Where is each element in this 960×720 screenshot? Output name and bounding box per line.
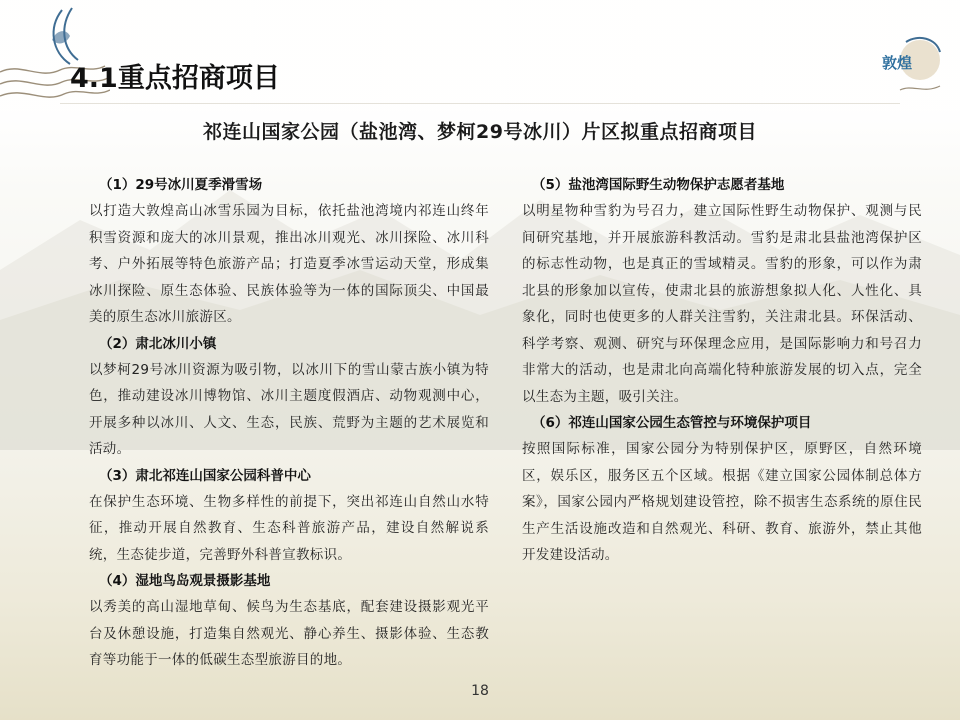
project-body: 以秀美的高山湿地草甸、候鸟为生态基底，配套建设摄影观光平台及休憩设施，打造集自然观光、静心养生、摄影体验、生态教育等功能于一体的低碳生态型旅游目的地。 <box>89 599 489 668</box>
project-body: 以打造大敦煌高山冰雪乐园为目标，依托盐池湾境内祁连山终年积雪资源和庞大的冰川景观，推出冰川观光、冰川探险、冰川科考、户外拓展等特色旅游产品；打造夏季冰雪运动天堂，形成集冰川探险、原生态体验、民族体验等为一体的国际顶尖、中国最美的原生态冰川旅游区。 <box>89 203 489 325</box>
project-item <box>89 331 489 463</box>
right-column <box>522 172 922 569</box>
project-body: 以明星物种雪豹为号召力，建立国际性野生动物保护、观测与民间研究基地，并开展旅游科教活动。雪豹是肃北县盐池湾保护区的标志性动物，也是真正的雪域精灵。雪豹的形象，可以作为肃北县的形象加以宣传，使肃北县的旅游想象拟人化、人性化、具象化，同时也使更多的人群关注雪豹，关注肃北县。环保活动、科学考察、观测、研究与环保理念应用，是国际影响力和号召力非常大的活动，也是肃北向高端化特种旅游发展的切入点，完全以生态为主题，吸引关注。 <box>522 203 922 405</box>
project-heading: （2）肃北冰川小镇 <box>99 335 217 352</box>
header-divider <box>60 103 900 104</box>
project-body: 按照国际标准，国家公园分为特别保护区，原野区，自然环境区，娱乐区，服务区五个区域。根据《建立国家公园体制总体方案》，国家公园内严格规划建设管控，除不损害生态系统的原住民生产生活设施改造和自然观光、科研、教育、旅游外，禁止其他开发建设活动。 <box>522 441 922 563</box>
page-title: 4.1重点招商项目 <box>70 63 280 94</box>
project-body: 在保护生态环境、生物多样性的前提下，突出祁连山自然山水特征，推动开展自然教育、生态科普旅游产品，建设自然解说系统，生态徒步道，完善野外科普宣教标识。 <box>89 493 489 563</box>
slide-subtitle: 祁连山国家公园（盐池湾、梦柯29号冰川）片区拟重点招商项目 <box>203 121 757 143</box>
project-heading: （5）盐池湾国际野生动物保护志愿者基地 <box>532 177 785 193</box>
dunhuang-logo <box>870 28 950 108</box>
logo-text: 敦煌 <box>882 54 913 72</box>
page-number: 18 <box>471 683 489 699</box>
project-heading: （6）祁连山国家公园生态管控与环境保护项目 <box>532 415 812 431</box>
project-item <box>89 172 489 331</box>
project-heading: （4）湿地鸟岛观景摄影基地 <box>99 573 271 589</box>
project-heading: （3）肃北祁连山国家公园科普中心 <box>99 467 311 484</box>
project-item <box>522 410 922 569</box>
project-heading: （1）29号冰川夏季滑雪场 <box>99 177 263 193</box>
project-body: 以梦柯29号冰川资源为吸引物，以冰川下的雪山蒙古族小镇为特色，推动建设冰川博物馆、冰川主题度假酒店、动物观测中心，开展多种以冰川、人文、生态，民族、荒野为主题的艺术展览和活动。 <box>89 361 489 457</box>
left-column <box>89 172 489 674</box>
project-item <box>89 463 489 569</box>
project-item <box>522 172 922 410</box>
project-item <box>89 568 489 674</box>
